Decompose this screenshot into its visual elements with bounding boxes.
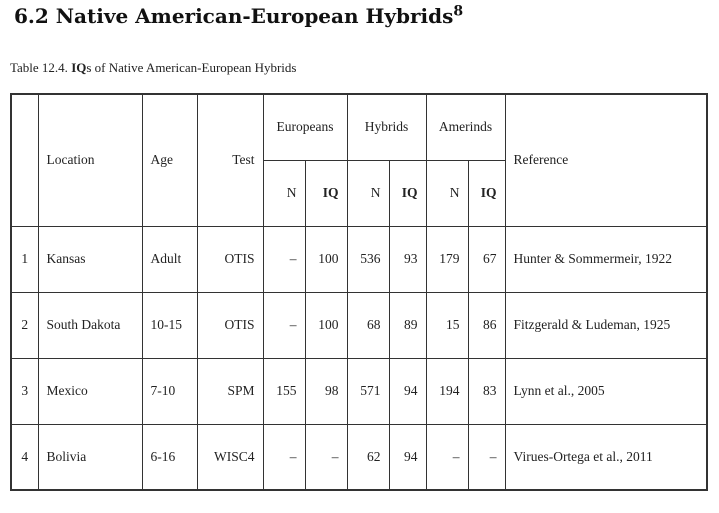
cell-am-n: 194 (426, 358, 468, 424)
header-am-n: N (426, 160, 468, 226)
cell-age: 7-10 (142, 358, 197, 424)
cell-hyb-iq: 93 (389, 226, 426, 292)
table-row (11, 226, 707, 292)
cell-reference: Fitzgerald & Ludeman, 1925 (505, 292, 707, 358)
cell-reference: Hunter & Sommermeir, 1922 (505, 226, 707, 292)
cell-am-n: – (426, 424, 468, 490)
caption-suffix: s of Native American-European Hybrids (86, 60, 297, 75)
cell-hyb-iq: 94 (389, 358, 426, 424)
cell-test: WISC4 (197, 424, 263, 490)
cell-eur-n: – (263, 424, 305, 490)
cell-eur-iq: – (305, 424, 347, 490)
cell-am-iq: – (468, 424, 505, 490)
cell-age: 6-16 (142, 424, 197, 490)
cell-eur-iq: 98 (305, 358, 347, 424)
cell-eur-iq: 100 (305, 226, 347, 292)
header-amerinds: Amerinds (426, 94, 505, 160)
cell-test: OTIS (197, 226, 263, 292)
header-am-iq: IQ (468, 160, 505, 226)
header-test: Test (197, 94, 263, 226)
cell-eur-n: – (263, 292, 305, 358)
cell-num: 3 (11, 358, 38, 424)
cell-num: 1 (11, 226, 38, 292)
cell-eur-n: – (263, 226, 305, 292)
cell-hyb-n: 571 (347, 358, 389, 424)
table-caption (10, 60, 296, 76)
header-location: Location (38, 94, 142, 226)
header-reference: Reference (505, 94, 707, 226)
iq-table (10, 93, 708, 491)
cell-hyb-iq: 89 (389, 292, 426, 358)
cell-hyb-n: 62 (347, 424, 389, 490)
cell-test: OTIS (197, 292, 263, 358)
cell-location: Bolivia (38, 424, 142, 490)
header-eur-iq: IQ (305, 160, 347, 226)
header-row-1 (11, 94, 707, 160)
cell-hyb-n: 68 (347, 292, 389, 358)
cell-am-iq: 83 (468, 358, 505, 424)
footnote-marker[interactable]: 8 (453, 3, 464, 20)
table-row (11, 424, 707, 490)
cell-location: Kansas (38, 226, 142, 292)
header-hybrids: Hybrids (347, 94, 426, 160)
cell-age: 10-15 (142, 292, 197, 358)
section-heading (14, 4, 463, 28)
cell-am-n: 179 (426, 226, 468, 292)
cell-num: 4 (11, 424, 38, 490)
cell-hyb-n: 536 (347, 226, 389, 292)
cell-reference: Lynn et al., 2005 (505, 358, 707, 424)
caption-prefix: Table 12.4. (10, 60, 72, 75)
cell-am-iq: 86 (468, 292, 505, 358)
cell-age: Adult (142, 226, 197, 292)
header-num (11, 94, 38, 226)
caption-bold: IQ (71, 60, 87, 75)
cell-am-n: 15 (426, 292, 468, 358)
table-row (11, 358, 707, 424)
cell-eur-n: 155 (263, 358, 305, 424)
cell-reference: Virues-Ortega et al., 2011 (505, 424, 707, 490)
cell-location: Mexico (38, 358, 142, 424)
cell-hyb-iq: 94 (389, 424, 426, 490)
header-hyb-n: N (347, 160, 389, 226)
header-eur-n: N (263, 160, 305, 226)
cell-am-iq: 67 (468, 226, 505, 292)
cell-test: SPM (197, 358, 263, 424)
cell-eur-iq: 100 (305, 292, 347, 358)
cell-location: South Dakota (38, 292, 142, 358)
header-europeans: Europeans (263, 94, 347, 160)
cell-num: 2 (11, 292, 38, 358)
table-row (11, 292, 707, 358)
section-heading-text: 6.2 Native American-European Hybrids (14, 4, 454, 28)
header-age: Age (142, 94, 197, 226)
header-hyb-iq: IQ (389, 160, 426, 226)
